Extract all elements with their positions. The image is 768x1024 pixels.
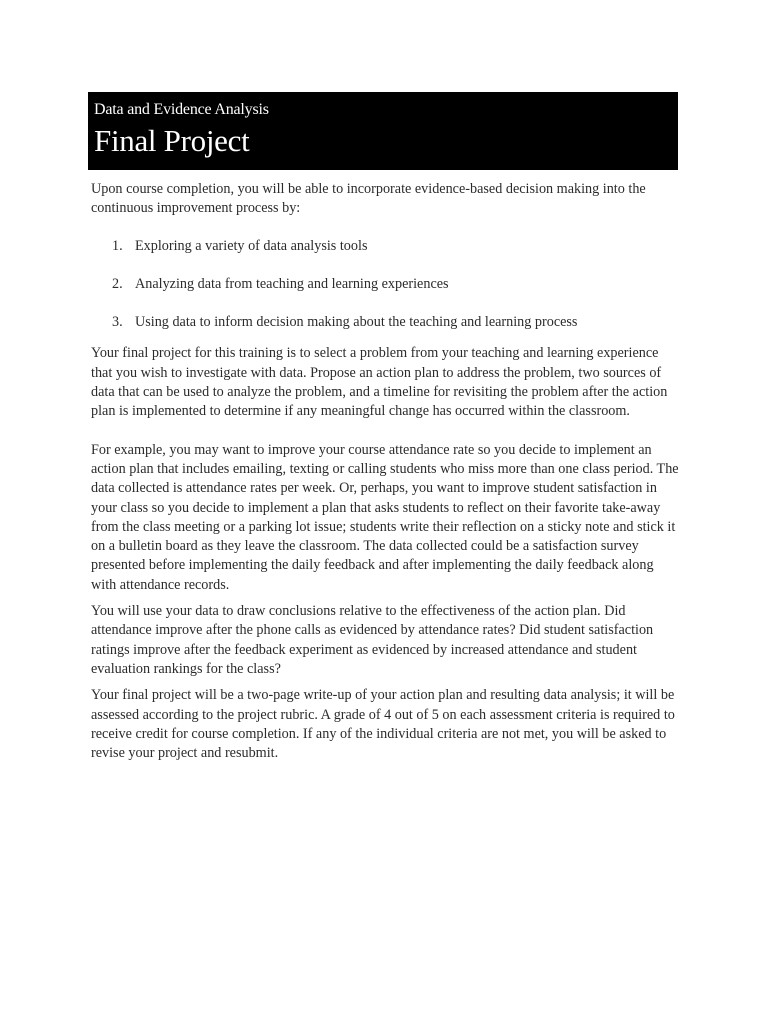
course-subtitle: Data and Evidence Analysis	[94, 101, 269, 118]
project-description-paragraph: Your final project for this training is to select a problem from your teaching and learning experience that you wish to investigate with data. Propose an action plan to address the problem, two sources of data that can be used to analyze the problem, and a timeline for revisiting the problem after the action plan is implemented to determine if any meaningful change has occurred within the classroom.	[91, 345, 668, 420]
list-item-text: Using data to inform decision making about the teaching and learning process	[135, 314, 578, 331]
intro-paragraph: Upon course completion, you will be able to incorporate evidence-based decision making into the continuous improvement process by:	[91, 181, 646, 217]
list-item	[91, 275, 681, 294]
list-item-text: Analyzing data from teaching and learning experiences	[135, 275, 449, 292]
objectives-list	[91, 237, 681, 333]
list-item	[91, 237, 681, 256]
list-item-number: 3.	[112, 314, 123, 331]
page-title: Final Project	[94, 123, 250, 158]
assessment-paragraph: Your final project will be a two-page write-up of your action plan and resulting data analysis; it will be assessed according to the project rubric. A grade of 4 out of 5 on each assessment criteria is required to receive credit for course completion. If any of the individual criteria are not met, you will be asked to revise your project and resubmit.	[91, 687, 675, 762]
list-item	[91, 313, 681, 332]
list-item-number: 1.	[112, 237, 123, 254]
conclusions-paragraph: You will use your data to draw conclusions relative to the effectiveness of the action plan. Did attendance improve after the phone calls as evidenced by attendance rates? Did student satisfaction ratings improve after the feedback experiment as evidenced by increased attendance and student evaluation rankings for the class?	[91, 603, 654, 677]
document-body	[91, 180, 681, 770]
example-paragraph: For example, you may want to improve your course attendance rate so you decide to implement an action plan that includes emailing, texting or calling students who miss more than one class period. The data collected is attendance rates per week. Or, perhaps, you want to improve student satisfaction in your class so you decide to implement a plan that asks students to reflect on their favorite take-away from the class meeting or a parking lot issue; students write their reflection on a sticky note and stick it on a bulletin board as they leave the classroom. The data collected could be a satisfaction survey presented before implementing the daily feedback and after implementing the daily feedback along with attendance records.	[91, 441, 679, 593]
title-banner	[88, 92, 678, 170]
list-item-number: 2.	[112, 275, 123, 292]
list-item-text: Exploring a variety of data analysis tools	[135, 237, 368, 254]
